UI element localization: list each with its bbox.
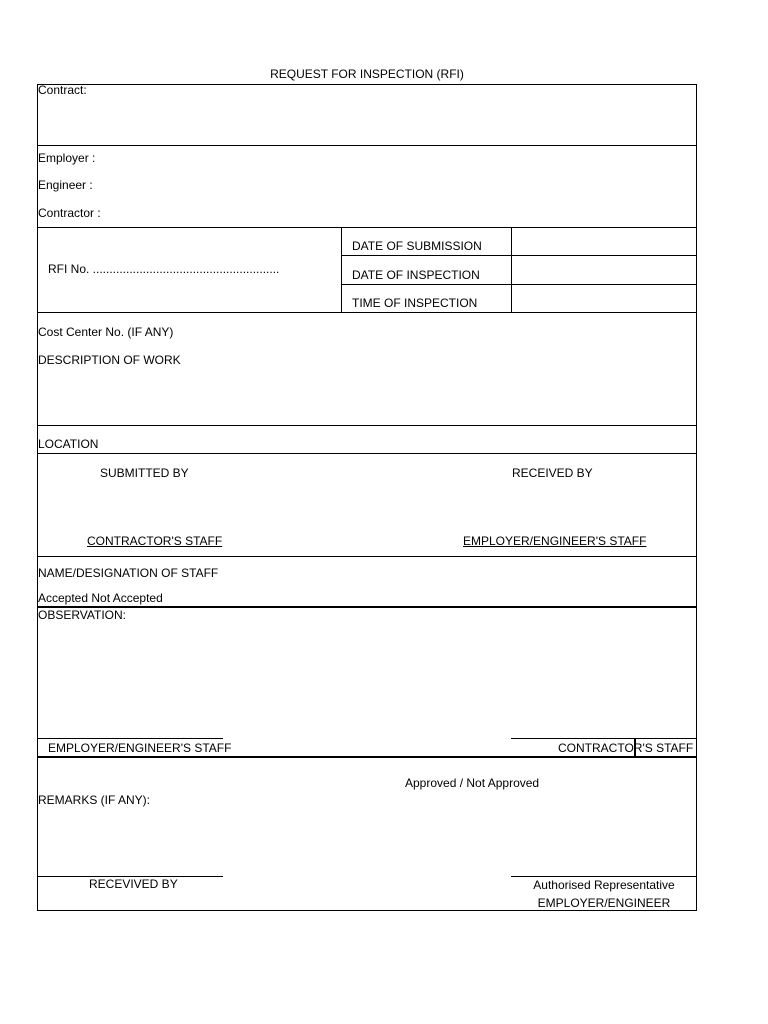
contract-label: Contract: xyxy=(38,83,87,97)
time-of-inspection-label: TIME OF INSPECTION xyxy=(352,296,478,310)
divider-location xyxy=(37,453,697,454)
engineer-label: Engineer : xyxy=(38,178,93,192)
divider-parties xyxy=(37,227,697,228)
authorised-representative-label: Authorised Representative xyxy=(533,878,675,892)
date-of-submission-label: DATE OF SUBMISSION xyxy=(352,239,482,253)
sign-left-label: EMPLOYER/ENGINEER'S STAFF xyxy=(48,741,232,755)
date-of-inspection-label: DATE OF INSPECTION xyxy=(352,268,480,282)
observation-label: OBSERVATION: xyxy=(38,608,127,622)
schedule-vline-2 xyxy=(511,228,512,312)
received-by-label: RECEIVED BY xyxy=(512,466,593,480)
sign-right-label: CONTRACTOR'S STAFF xyxy=(558,741,694,755)
divider-schedule xyxy=(37,312,697,313)
submitted-by-label: SUBMITTED BY xyxy=(100,466,189,480)
divider-signatures xyxy=(37,556,697,557)
schedule-row-1 xyxy=(341,255,697,256)
contractor-label: Contractor : xyxy=(38,206,101,220)
form-frame xyxy=(37,84,697,911)
accepted-not-accepted-label: Accepted Not Accepted xyxy=(38,591,163,605)
divider-bottom-right xyxy=(511,876,697,877)
name-designation-label: NAME/DESIGNATION OF STAFF xyxy=(38,566,219,580)
cost-center-label: Cost Center No. (IF ANY) xyxy=(38,325,174,339)
location-label: LOCATION xyxy=(38,437,99,451)
sign-line-right xyxy=(511,738,697,739)
employer-engineer-label: EMPLOYER/ENGINEER xyxy=(537,896,671,910)
rfi-number: RFI No. ........................................................ xyxy=(48,262,280,276)
sign-line-left xyxy=(37,738,223,739)
form-title: REQUEST FOR INSPECTION (RFI) xyxy=(270,67,464,81)
employer-label: Employer : xyxy=(38,151,96,165)
employer-engineer-staff-label: EMPLOYER/ENGINEER'S STAFF xyxy=(463,534,647,548)
divider-contract xyxy=(37,145,697,146)
divider-acceptance xyxy=(37,606,697,608)
received-by-bottom-label: RECEVIVED BY xyxy=(89,877,178,891)
contractor-staff-label: CONTRACTOR'S STAFF xyxy=(87,534,223,548)
description-label: DESCRIPTION OF WORK xyxy=(38,353,181,367)
approved-not-approved-label: Approved / Not Approved xyxy=(405,776,540,790)
divider-description xyxy=(37,425,697,426)
remarks-label: REMARKS (IF ANY): xyxy=(38,793,151,807)
schedule-row-2 xyxy=(341,284,697,285)
divider-observation xyxy=(37,756,697,758)
schedule-vline-1 xyxy=(341,228,342,312)
